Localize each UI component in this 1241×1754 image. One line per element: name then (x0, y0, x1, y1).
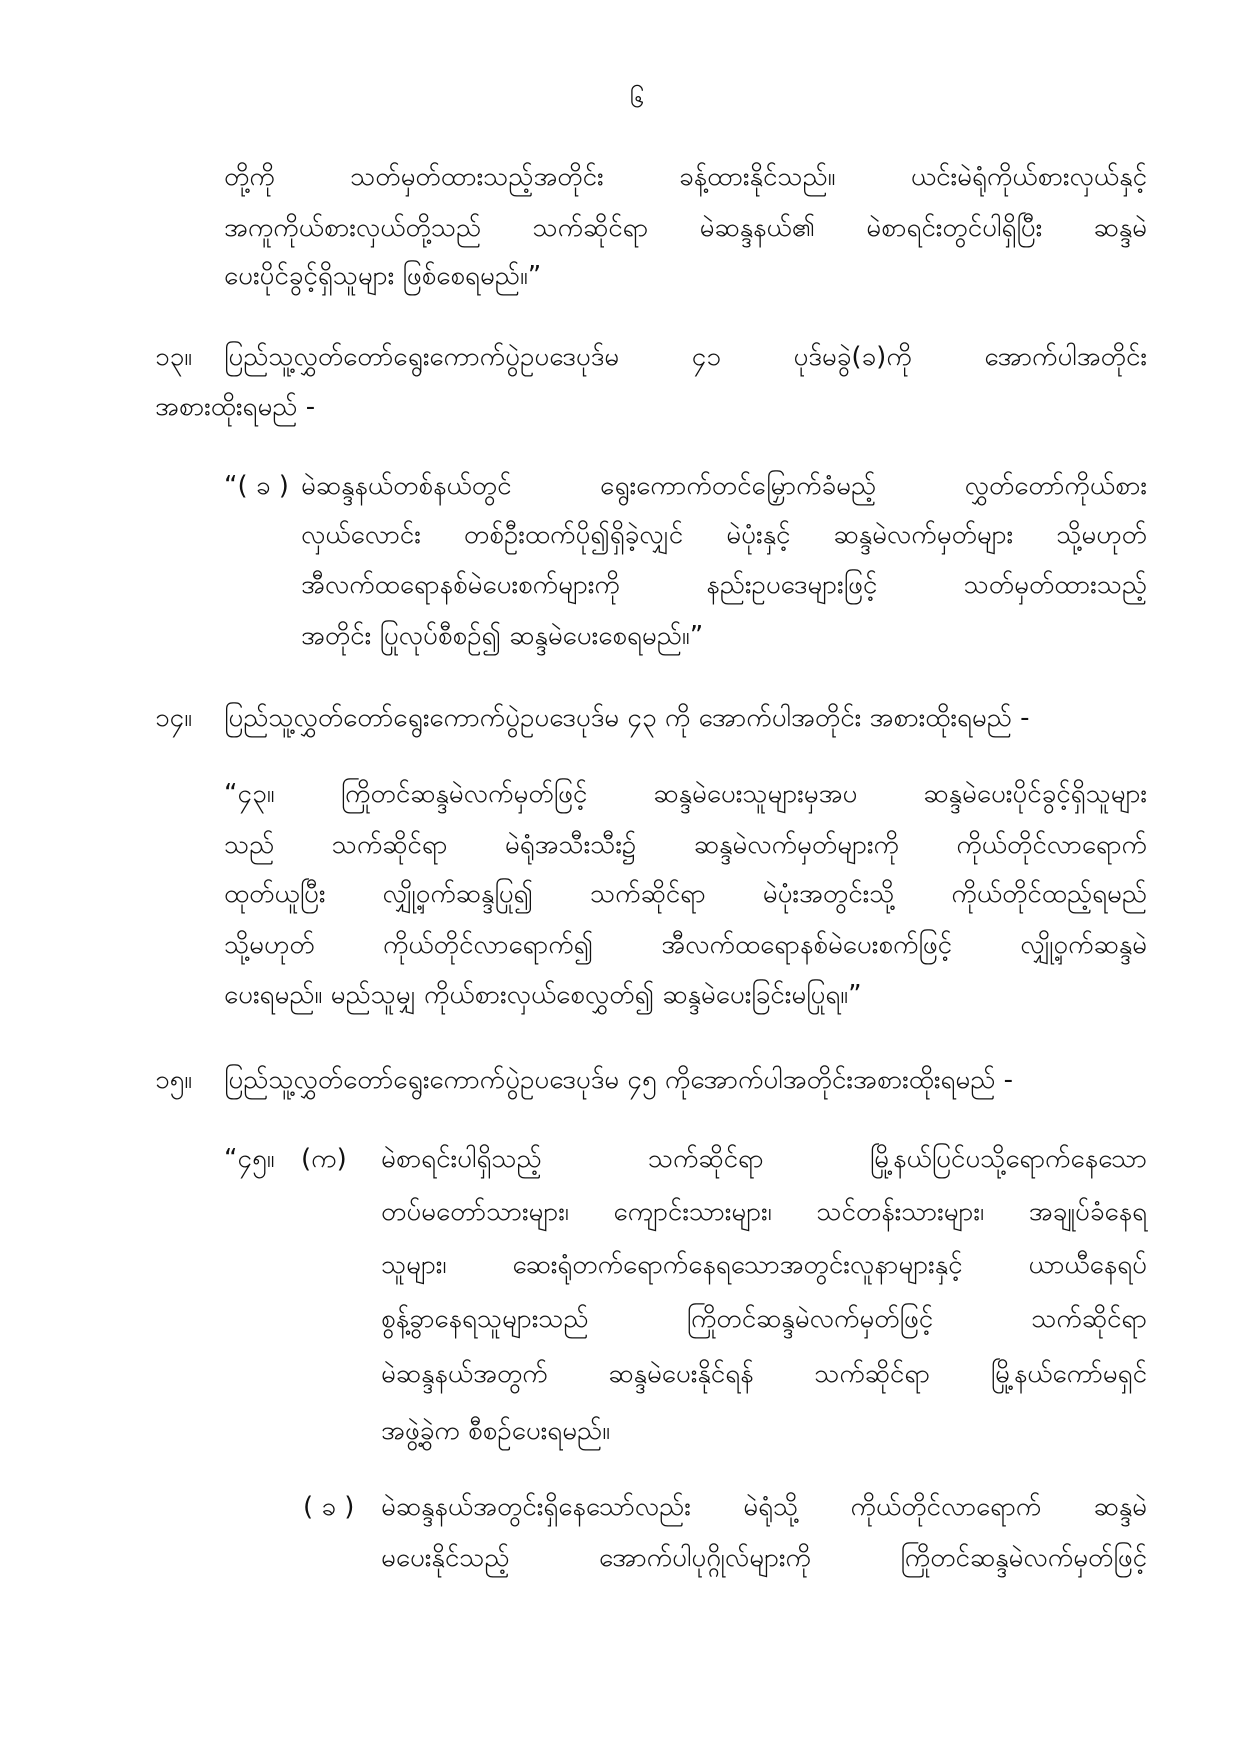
quote-line: သို့မဟုတ် ကိုယ်တိုင်လာရောက်၍ အီလက်ထရောနစ်မဲပေးစက်ဖြင့် လျှို့ဝှက်ဆန္ဒမဲ (224, 930, 1147, 960)
quote-line: မဲဆန္ဒနယ်အတွင်းရှိနေသော်လည်း မဲရုံသို့ ကိုယ်တိုင်လာရောက် ဆန္ဒမဲ (381, 1492, 1147, 1522)
subsection-label: ( ခ ) (303, 1492, 355, 1522)
section-text-line: အစားထိုးရမည် - (155, 392, 316, 422)
quote-line: တပ်မတော်သားများ၊ ကျောင်းသားများ၊ သင်တန်းသားများ၊ အချုပ်ခံနေရ (381, 1197, 1147, 1227)
section-text-line: ပြည်သူ့လွှတ်တော်ရွေးကောက်ပွဲဥပဒေပုဒ်မ ၄၁ ပုဒ်မခွဲ(ခ)ကို အောက်ပါအတိုင်း (224, 342, 1147, 372)
intro-line: အကူကိုယ်စားလှယ်တို့သည် သက်ဆိုင်ရာ မဲဆန္ဒနယ်၏ မဲစာရင်းတွင်ပါရှိပြီး ဆန္ဒမဲ (224, 213, 1147, 243)
quote-line: ထုတ်ယူပြီး လျှို့ဝှက်ဆန္ဒပြု၍ သက်ဆိုင်ရာ မဲပုံးအတွင်းသို့ ကိုယ်တိုင်ထည့်ရမည် (224, 879, 1147, 909)
intro-line: ပေးပိုင်ခွင့်ရှိသူများ ဖြစ်စေရမည်။” (224, 261, 542, 291)
subsection-label: (က) (301, 1144, 347, 1174)
quote-line: “၄၃။ ကြိုတင်ဆန္ဒမဲလက်မှတ်ဖြင့် ဆန္ဒမဲပေးသူများမှအပ ဆန္ဒမဲပေးပိုင်ခွင့်ရှိသူများ (224, 779, 1147, 809)
subsection-label: “( ခ ) (224, 471, 289, 501)
quote-line: မပေးနိုင်သည့် အောက်ပါပုဂ္ဂိုလ်များကို ကြိုတင်ဆန္ဒမဲလက်မှတ်ဖြင့် (381, 1543, 1147, 1573)
section-number: ၁၅။ (155, 1065, 193, 1095)
quoted-section-label: “၄၅။ (224, 1144, 275, 1174)
quote-line: သည် သက်ဆိုင်ရာ မဲရုံအသီးသီး၌ ဆန္ဒမဲလက်မှတ်များကို ကိုယ်တိုင်လာရောက် (224, 830, 1147, 860)
quote-line: ပေးရမည်။ မည်သူမျှ ကိုယ်စားလှယ်စေလွှတ်၍ ဆန္ဒမဲပေးခြင်းမပြုရ။” (224, 980, 862, 1010)
quote-line: အဖွဲ့ခွဲက စီစဉ်ပေးရမည်။ (381, 1416, 611, 1446)
quote-line: အီလက်ထရောနစ်မဲပေးစက်များကို နည်းဥပဒေများဖြင့် သတ်မှတ်ထားသည့် (301, 570, 1147, 600)
intro-line: တို့ကို သတ်မှတ်ထားသည့်အတိုင်း ခန့်ထားနိုင်သည်။ ယင်းမဲရုံကိုယ်စားလှယ်နှင့် (224, 162, 1147, 192)
quote-line: မဲဆန္ဒနယ်တစ်နယ်တွင် ရွေးကောက်တင်မြှောက်ခံမည့် လွှတ်တော်ကိုယ်စား (301, 471, 1147, 501)
section-text-line: ပြည်သူ့လွှတ်တော်ရွေးကောက်ပွဲဥပဒေပုဒ်မ ၄၅ ကိုအောက်ပါအတိုင်းအစားထိုးရမည် - (224, 1065, 1014, 1095)
section-number: ၁၃။ (155, 342, 193, 372)
quote-line: သူများ၊ ဆေးရုံတက်ရောက်နေရသောအတွင်းလူနာများနှင့် ယာယီနေရပ် (381, 1250, 1147, 1280)
page-number: ၆ (629, 84, 645, 114)
quote-line: လှယ်လောင်း တစ်ဦးထက်ပို၍ရှိခဲ့လျှင် မဲပုံးနှင့် ဆန္ဒမဲလက်မှတ်များ သို့မဟုတ် (301, 520, 1147, 550)
section-number: ၁၄။ (155, 703, 193, 733)
quote-line: အတိုင်း ပြုလုပ်စီစဉ်၍ ဆန္ဒမဲပေးစေရမည်။” (301, 621, 704, 651)
quote-line: မဲစာရင်းပါရှိသည့် သက်ဆိုင်ရာ မြို့နယ်ပြင်ပသို့ရောက်နေသော (381, 1144, 1147, 1174)
quote-line: မဲဆန္ဒနယ်အတွက် ဆန္ဒမဲပေးနိုင်ရန် သက်ဆိုင်ရာ မြို့နယ်ကော်မရှင် (381, 1359, 1147, 1389)
quote-line: စွန့်ခွာနေရသူများသည် ကြိုတင်ဆန္ဒမဲလက်မှတ်ဖြင့် သက်ဆိုင်ရာ (381, 1304, 1147, 1334)
section-text-line: ပြည်သူ့လွှတ်တော်ရွေးကောက်ပွဲဥပဒေပုဒ်မ ၄၃ ကို အောက်ပါအတိုင်း အစားထိုးရမည် - (224, 703, 1030, 733)
